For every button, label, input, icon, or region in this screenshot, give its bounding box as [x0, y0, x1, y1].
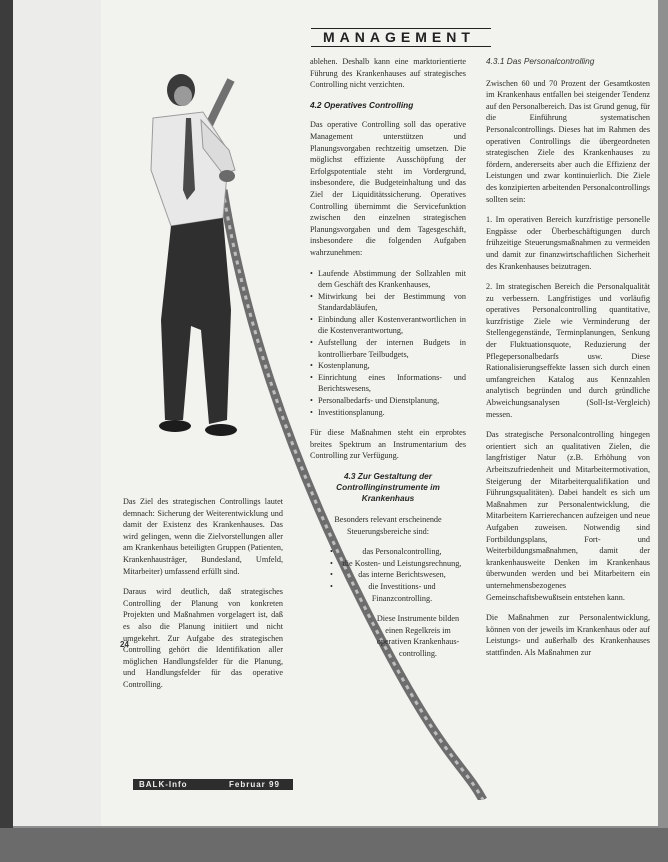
right-text-column	[486, 56, 650, 668]
personalcontrolling-paragraph-4: Das strategische Personalcontrolling hingegen orientiert sich an qualitativen Zielen, die langfristiger Natur (z.B. Erhöhung von Arbeitszufriedenheit und Mitarbeitermotivation, Steigerung der Mitarbeiterqualifikation und Führungsqualitäten). Dabei handelt es sich um Maßnahmen zur Personalentwicklung, die Mitarbeitern Karrierechancen aufzeigen und neue Aufgaben zuweisen. Notwendig sind Fortbildungsplans, Fort- und Weiterbildungsmaßnahmen, damit der krankenhausweite Denken im Krankenhaus überwunden werden und bei Mitarbeitern ein unternehmensbezogenes Gemeinschaftsbewußtsein entstehen kann.	[486, 430, 650, 602]
list-item: • die Kosten- und Leistungsrechnung,	[330, 558, 466, 570]
page-gutter	[13, 0, 101, 826]
left-text-column	[123, 496, 283, 700]
list-item: • Aufstellung der internen Budgets in kontrollierbare Teilbudgets,	[310, 337, 466, 360]
heading-controllinginstrumente: 4.3 Zur Gestaltung der Controllinginstrumente im Krankenhaus	[336, 471, 440, 503]
middle-text-column	[310, 56, 466, 669]
list-item: • Einbindung aller Kostenverantwortlichen in die Kostenverantwortung,	[310, 314, 466, 337]
personalcontrolling-paragraph-5: Die Maßnahmen zur Personalentwicklung, können von der jeweils im Krankenhaus oder auf Leistungs- und außerhalb des Krankenhauses stattfinden. Als Maßnahmen zur	[486, 613, 650, 657]
list-item: • Personalbedarfs- und Dienstplanung,	[310, 395, 466, 407]
operatives-controlling-end: Für diese Maßnahmen steht ein erprobtes breites Spektrum an Instrumentarium des Controlling zur Verfügung.	[310, 428, 466, 461]
list-item: • Mitwirkung bei der Bestimmung von Standardabläufen,	[310, 291, 466, 314]
personalcontrolling-paragraph-2: 1. Im operativen Bereich kurzfristige personelle Engpässe oder Überbeschäftigungen durch frühzeitige Steuerungsmaßnahmen zu vermeiden und damit zur finanzwirtschaftlichen Sicherheit des Krankenhauses beizutragen.	[486, 215, 650, 271]
heading-personalcontrolling: 4.3.1 Das Personalcontrolling	[486, 56, 595, 66]
footer-bar	[133, 779, 293, 790]
scan-bottom-edge	[0, 828, 668, 862]
left-paragraph-1: Das Ziel des strategischen Controllings lautet demnach: Sicherung der Weiterentwicklung und damit der Existenz des Krankenhauses. Das wird gelingen, wenn die Zielvorstellungen aller am Krankenhaus beteiligten Gruppen (Patienten, Krankenhausträger, Bundesland, Umfeld, Mitarbeiter) umfassend erfüllt sind.	[123, 497, 283, 576]
document-page	[13, 0, 658, 826]
scan-left-edge	[0, 0, 13, 862]
list-item: • das interne Berichtswesen,	[330, 569, 466, 581]
controllinginstrumente-list	[310, 546, 466, 604]
operatives-controlling-text: Das operative Controlling soll das operative Management unterstützen und Planungsvorgaben rechtzeitig umsetzen. Die möglichst effiziente Ausschöpfung der Erfolgspotentiale steht im Vordergrund, insbesondere, die Budgeteinhaltung und das Ziel der Liquiditätssicherung. Operatives Controlling übernimmt die Servicefunktion zwischen den einzelnen strategischen Planungsvorgaben und dem Tagesgeschäft, insbesondere die folgenden Aufgaben wahrzunehmen:	[310, 120, 466, 257]
left-paragraph-2: Daraus wird deutlich, daß strategisches Controlling der Planung von konkreten Projekten und Maßnahmen vorgelagert ist, daß es also die Planung initiiert und nicht umgekehrt. Zur Aufgabe des strategischen Controlling gehört die Identifikation aller möglichen Handlungsfelder für die Planung, und Handlungsfelder für das operative Controlling.	[123, 587, 283, 689]
list-item: • Investitionsplanung.	[310, 407, 466, 419]
personalcontrolling-paragraph-1: Zwischen 60 und 70 Prozent der Gesamtkosten im Krankenhaus entfallen bei steigender Tendenz auf den Personalbereich. Das ist Grund genug, für die Einführung systematischen Personalcontrollings. Dieses hat im Rahmen des operativen Controllings die übergeordneten strategischen Ziele des Krankenhauses zu fördern, andererseits aber auch die Effizienz der Leistungen und zwar kontinuierlich. Die Ziele des konzipierten arbeitenden Personalcontrollings sollten sein:	[486, 78, 650, 204]
operatives-controlling-list	[310, 268, 466, 419]
list-item: • die Investitions- und Finanzcontrolling.	[330, 581, 466, 604]
controllinginstrumente-end: Diese Instrumente bilden einen Regelkreis im operativen Krankenhaus-controlling.	[376, 614, 460, 658]
controllinginstrumente-intro: Besonders relevant erscheinende Steuerungsbereiche sind:	[334, 515, 442, 536]
section-title: MANAGEMENT	[323, 29, 475, 45]
list-item: • Kostenplanung,	[310, 360, 466, 372]
middle-intro: ablehen. Deshalb kann eine marktorientierte Führung des Krankenhauses auf strategisches Controlling nicht verzichten.	[310, 57, 466, 90]
issue-date: Februar 99	[229, 780, 280, 789]
magazine-name: BALK-Info	[139, 780, 188, 789]
page-number: 24	[120, 640, 129, 649]
list-item: • Einrichtung eines Informations- und Berichtswesens,	[310, 372, 466, 395]
list-item: • Laufende Abstimmung der Sollzahlen mit dem Geschäft des Krankenhauses,	[310, 268, 466, 291]
personalcontrolling-paragraph-3: 2. Im strategischen Bereich die Personalqualität zu verbessern. Langfristiges und vorläufig operatives Personalcontrolling quantitative, kurzfristige Ziele wie Verminderung der Stellengegenstände, Terminplanungen, Senkung der Fluktuationsquote, Reduzierung der Pflegepersonalbedarfs usw. Diese Rationalisierungseffekte lassen sich durch einen umfangreichen Katalog aus Kennzahlen analytisch begründen und durch gründliche Abweichungsanalysen (Soll-Ist-Vergleich) messen.	[486, 282, 650, 419]
heading-operatives-controlling: 4.2 Operatives Controlling	[310, 99, 414, 110]
list-item: • das Personalcontrolling,	[330, 546, 466, 558]
